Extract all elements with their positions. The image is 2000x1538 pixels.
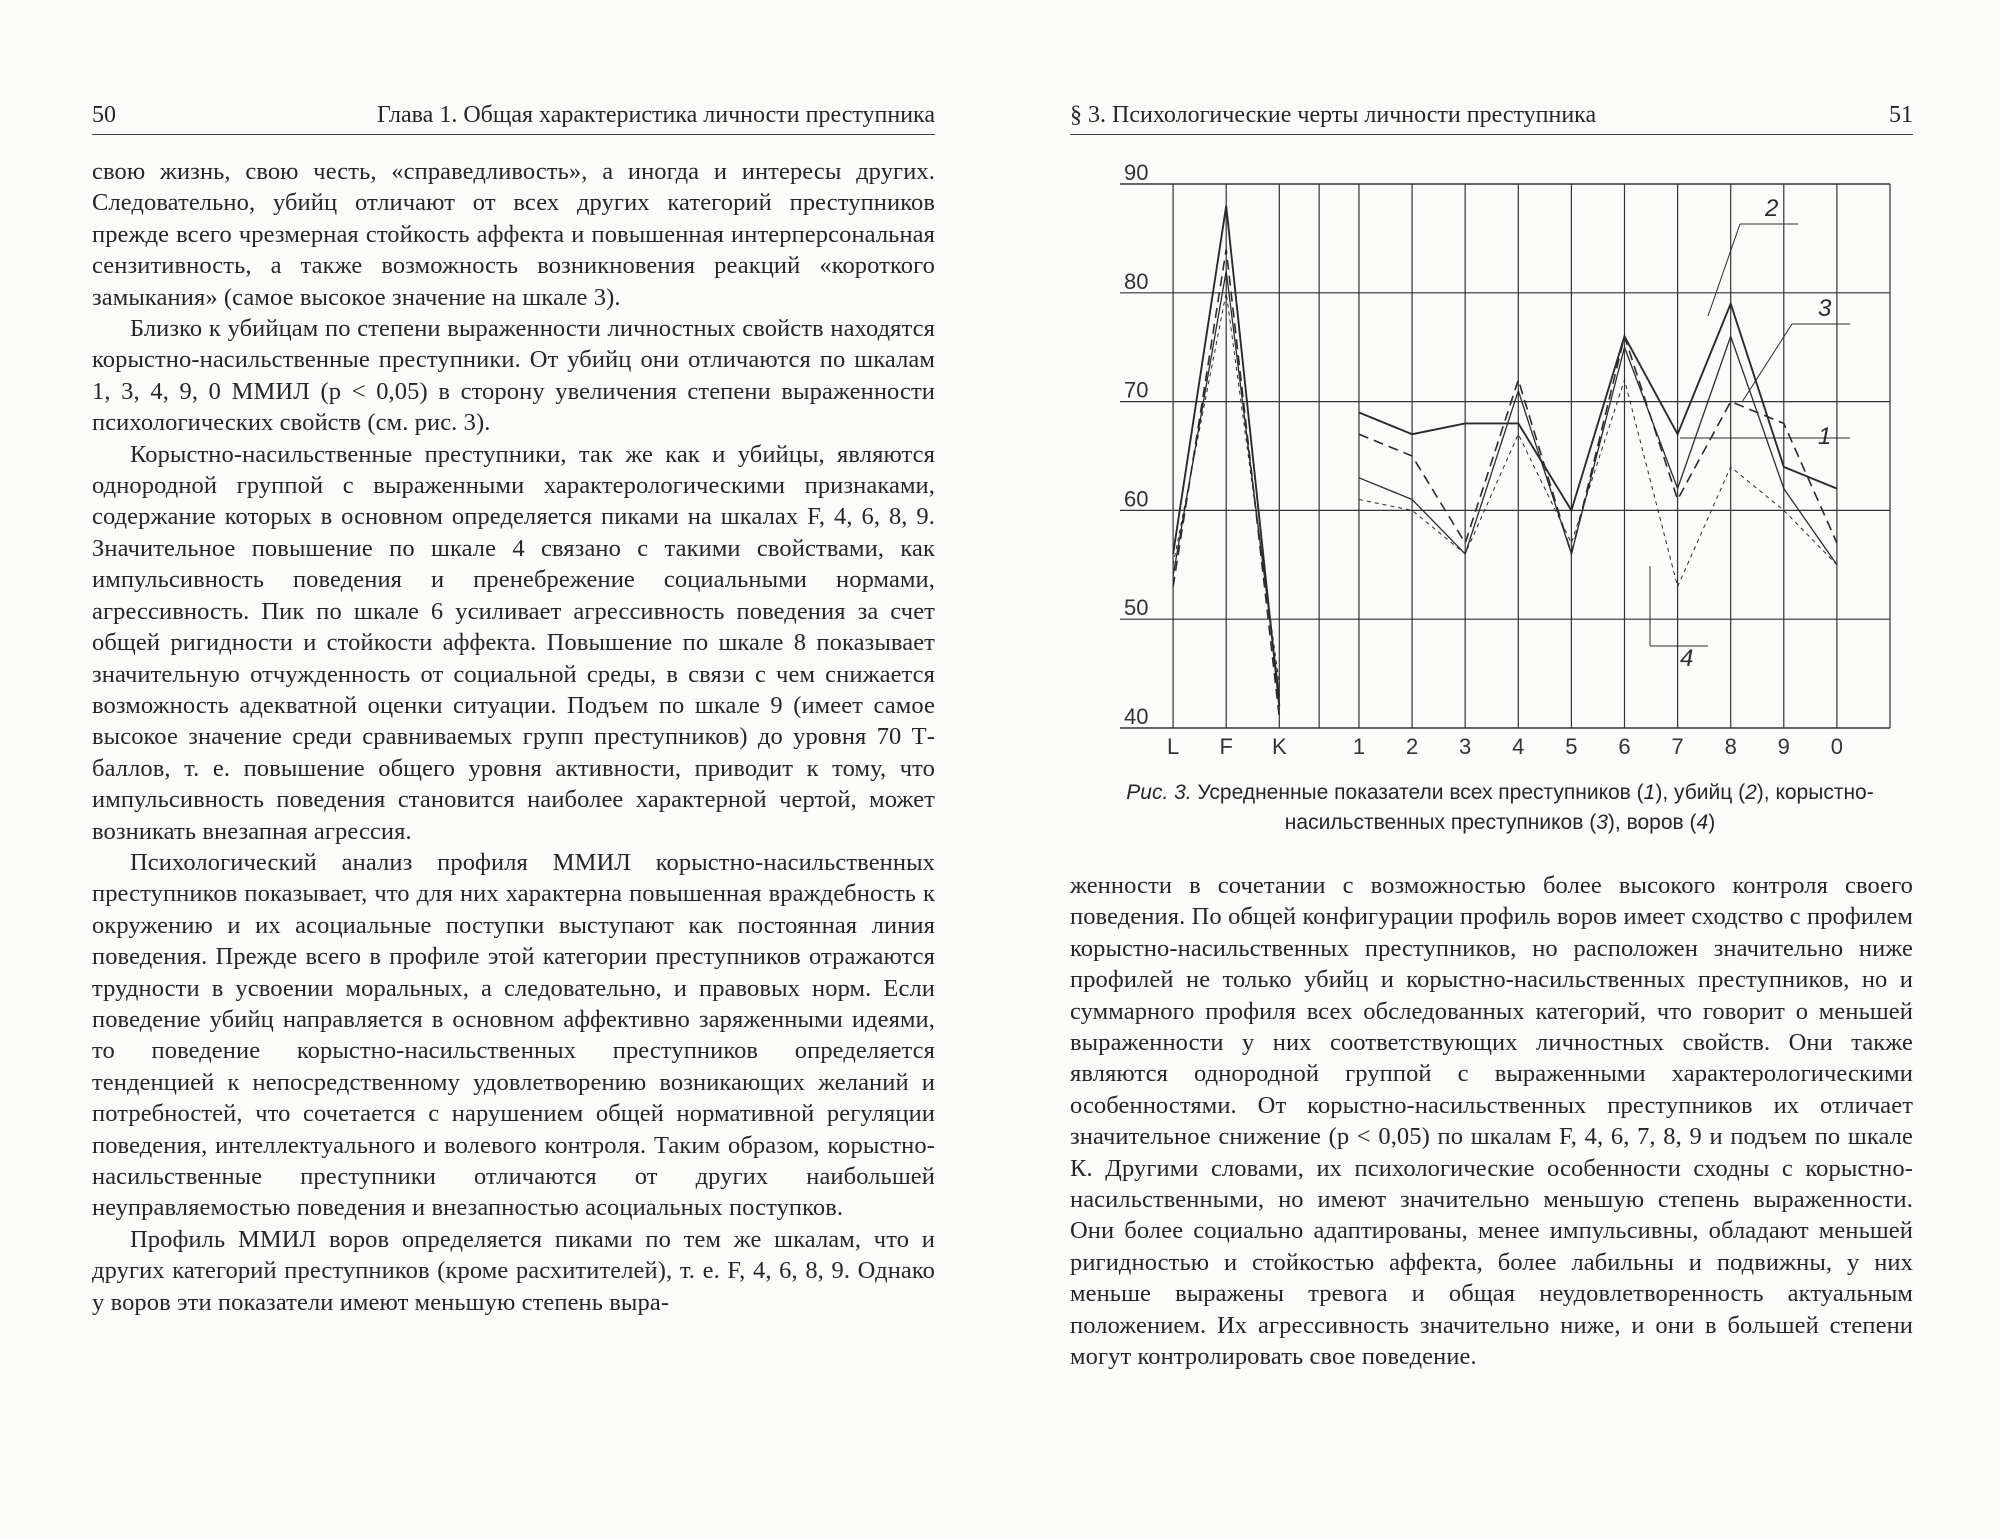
series-label: 2 bbox=[1765, 195, 1779, 222]
x-tick-label: 6 bbox=[1618, 734, 1631, 759]
x-tick-label: 7 bbox=[1671, 734, 1684, 759]
series-label: 1 bbox=[1818, 423, 1832, 450]
x-tick-label: 1 bbox=[1352, 734, 1366, 759]
y-tick-label: 80 bbox=[1124, 268, 1149, 294]
x-tick-label: K bbox=[1271, 734, 1287, 759]
series-line-2 bbox=[1359, 304, 1837, 511]
x-tick-label: L bbox=[1166, 734, 1180, 759]
x-tick-label: 0 bbox=[1830, 734, 1844, 759]
left-body-text bbox=[92, 156, 935, 1318]
x-tick-label: 5 bbox=[1565, 734, 1578, 759]
section-title: § 3. Психологические черты личности преступника bbox=[1070, 102, 1597, 128]
caption-text-2: ), убийц ( bbox=[1655, 781, 1746, 804]
series-line-1 bbox=[1359, 336, 1837, 565]
y-tick-label: 40 bbox=[1124, 704, 1149, 729]
x-tick-label: 3 bbox=[1459, 734, 1472, 759]
caption-num-1: 1 bbox=[1643, 781, 1656, 804]
x-tick-label: F bbox=[1219, 734, 1233, 759]
x-tick-label: 9 bbox=[1777, 734, 1790, 759]
paragraph: женности в сочетании с возможностью более высокого контроля своего поведения. По общей конфигурации профиль воров имеет сходство с профилем корыстно-насильственных преступников, но расположен значительно ниже профилей не только убийц и корыстно-насильственных преступников, но и суммарного профиля всех обследованных категорий, что говорит о меньшей выраженности у них соответствующих личностных свойств. Они также являются однородной группой с выраженными характерологическими особенностями. От корыстно-насильственных преступников их отличает значительное снижение (р < 0,05) по шкалам F, 4, 6, 7, 8, 9 и подъем по шкале К. Другими словами, их психологические особенности сходны с корыстно-насильственными, но имеют значительно меньшую степень выраженности. Они более социально адаптированы, менее импульсивны, обладают меньшей ригидностью и стойкостью аффекта, более лабильны и подвижны, у них меньше выражены тревога и общая неудовлетворенность актуальным положением. Их агрессивность значительно ниже, и они в большей степени могут контролировать свое поведение. bbox=[1070, 872, 1913, 1371]
caption-num-3: 3 bbox=[1596, 811, 1608, 834]
right-page bbox=[1000, 0, 2000, 1538]
x-tick-label: 8 bbox=[1724, 734, 1737, 759]
caption-num-2: 2 bbox=[1745, 781, 1757, 804]
running-head-left bbox=[92, 100, 935, 135]
y-tick-label: 90 bbox=[1124, 160, 1149, 185]
paragraph: Близко к убийцам по степени выраженности личностных свойств находятся корыстно-насильственные преступники. От убийц они отличаются по шкалам 1, 3, 4, 9, 0 ММИЛ (р < 0,05) в сторону увеличения степени выраженности психологических свойств (см. рис. 3). bbox=[92, 315, 935, 437]
paragraph: Психологический анализ профиля ММИЛ корыстно-насильственных преступников показывает, что для них характерна повышенная враждебность к окружению и их асоциальные поступки выступают как постоянная линия поведения. Прежде всего в профиле этой категории преступников отражаются трудности в усвоении моральных, а следовательно, и правовых норм. Если поведение убийц направляется в основном аффективно заряженными идеями, то поведение корыстно-насильственных преступников определяется тенденцией к непосредственному удовлетворению возникающих желаний и потребностей, что сочетается с нарушением общей нормативной регуляции поведения, интеллектуального и волевого контроля. Таким образом, корыстно-насильственные преступники отличаются от других наибольшей неуправляемостью поведения и внезапностью асоциальных поступков. bbox=[92, 848, 935, 1222]
running-head-right bbox=[1070, 100, 1913, 135]
caption-text-0: Усредненные показатели всех преступников ( bbox=[1197, 781, 1644, 804]
chapter-title: Глава 1. Общая характеристика личности преступника bbox=[376, 102, 935, 128]
series-label: 3 bbox=[1818, 295, 1832, 322]
callout-leader bbox=[1708, 224, 1740, 316]
page-number: 50 bbox=[92, 102, 116, 128]
y-tick-label: 50 bbox=[1124, 595, 1149, 621]
caption-text-6: ), воров ( bbox=[1607, 811, 1697, 834]
caption-num-4: 4 bbox=[1696, 811, 1709, 834]
page-number: 51 bbox=[1889, 102, 1913, 128]
caption-label: Рис. 3. bbox=[1126, 781, 1192, 804]
x-tick-label: 4 bbox=[1512, 734, 1525, 759]
x-tick-label: 2 bbox=[1405, 734, 1419, 759]
series-label: 4 bbox=[1680, 645, 1694, 672]
y-tick-label: 60 bbox=[1124, 486, 1149, 512]
caption-text-4: ), корыстно-насильственных преступников ( bbox=[1284, 781, 1874, 834]
caption-text-8: ) bbox=[1708, 811, 1716, 834]
paragraph: Корыстно-насильственные преступники, так же как и убийцы, являются однородной группой с выраженными характерологическими признаками, содержание которых в основном определяется пиками на шкалах F, 4, 6, 8, 9. Значительное повышение по шкале 4 связано с такими свойствами, как импульсивность поведения и пренебрежение социальными нормами, агрессивность. Пик по шкале 6 усиливает агрессивность поведения за счет общей ригидности и стойкости аффекта. Повышение по шкале 8 показывает значительную отчужденность от социальной среды, в связи с чем снижается возможность адекватной оценки ситуации. Подъем по шкале 9 (имеет самое высокое значение среди сравниваемых групп преступников) до уровня 70 Т-баллов, т. е. повышение общего уровня активности, приводит к тому, что импульсивность поведения становится наиболее характерной чертой, может возникать внезапная агрессия. bbox=[92, 440, 935, 845]
figure-caption bbox=[1080, 778, 1920, 838]
paragraph: свою жизнь, свою честь, «справедливость», а иногда и интересы других. Следовательно, убийц отличают от всех других категорий преступников прежде всего чрезмерная стойкость аффекта и повышенная интерперсональная сензитивность, а также возможность возникновения реакций «короткого замыкания» (самое высокое значение на шкале 3). bbox=[92, 158, 935, 311]
y-tick-label: 70 bbox=[1124, 377, 1149, 403]
paragraph: Профиль ММИЛ воров определяется пиками по тем же шкалам, что и других категорий преступников (кроме расхитителей), т. е. F, 4, 6, 8, 9. Однако у воров эти показатели имеют меньшую степень выра- bbox=[92, 1225, 935, 1316]
right-body-text bbox=[1070, 870, 1913, 1373]
mmpi-profile-chart bbox=[1080, 146, 1960, 786]
series-line-3 bbox=[1359, 336, 1837, 554]
figure-3-chart bbox=[1080, 146, 1960, 846]
